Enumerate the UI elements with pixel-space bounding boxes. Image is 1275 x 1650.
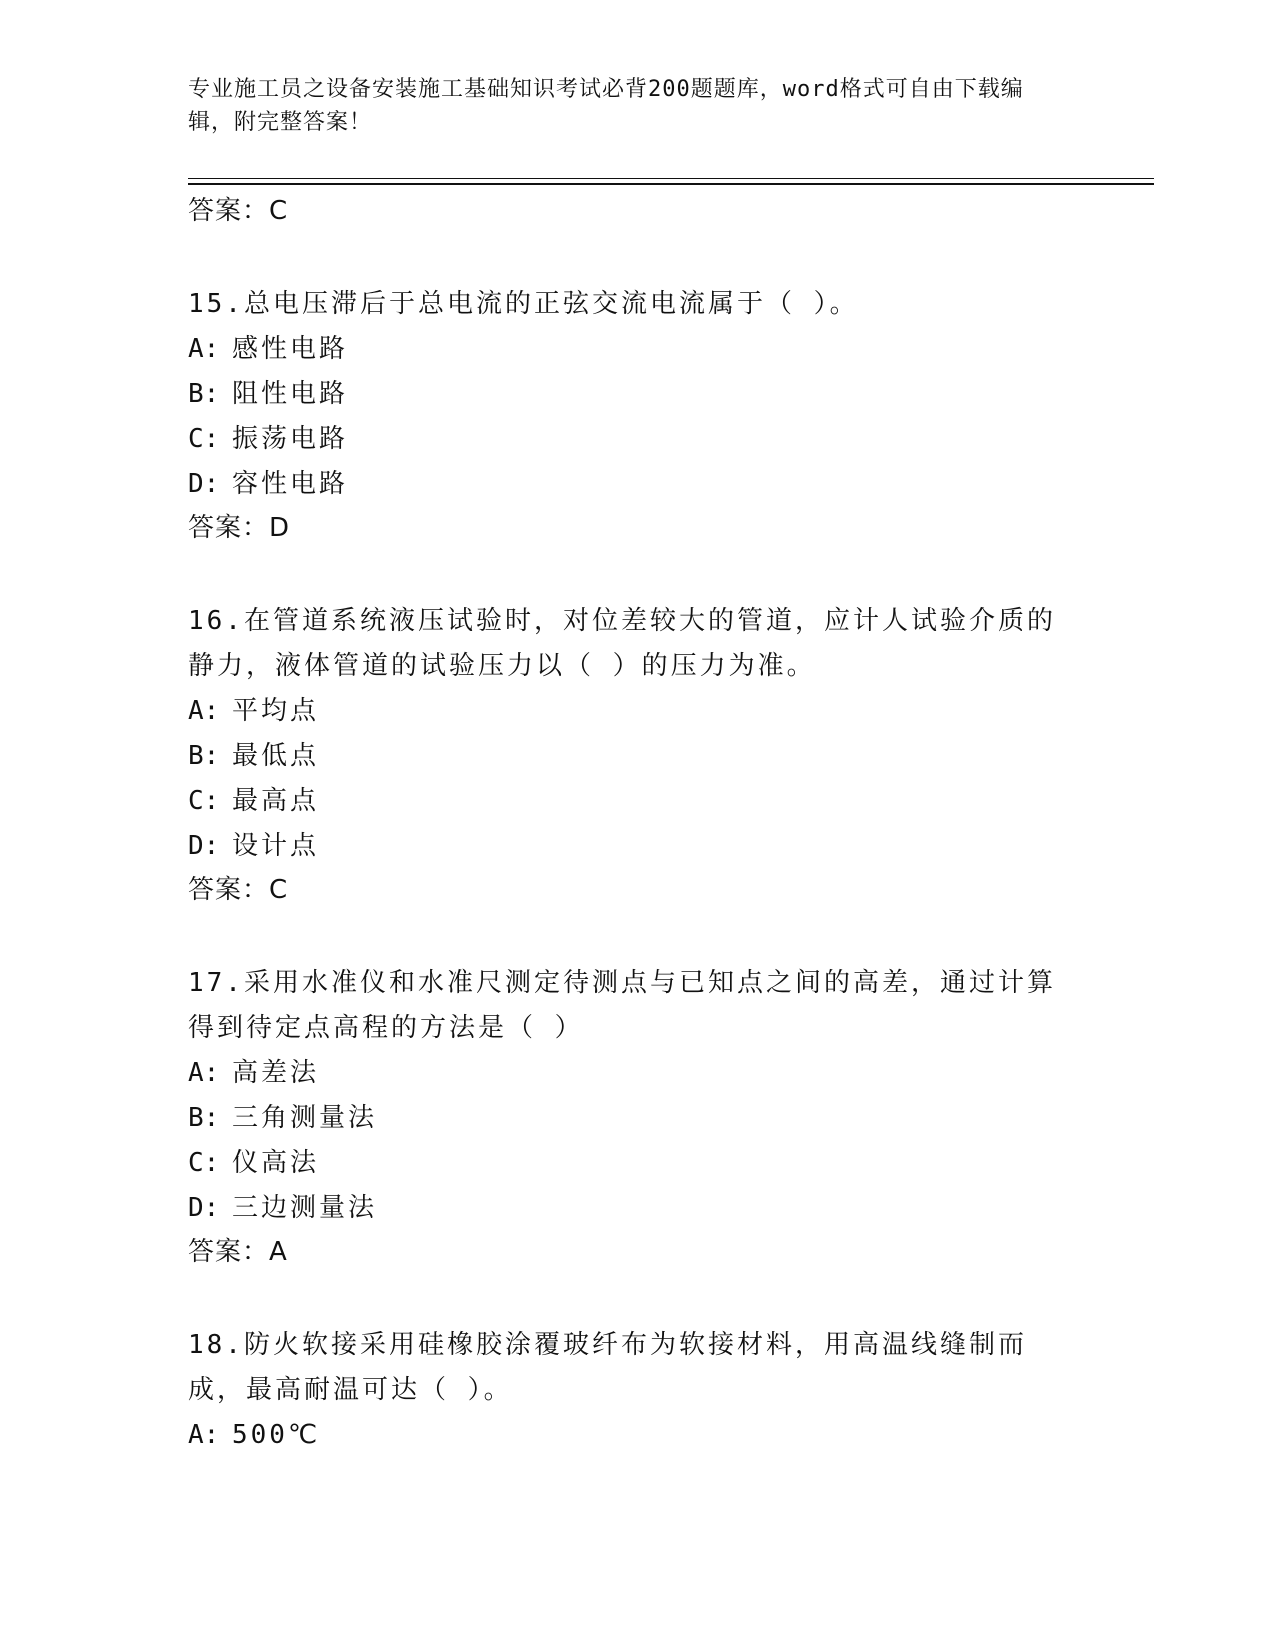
- option-text: 高差法: [232, 1058, 320, 1088]
- option-text: 最低点: [232, 741, 320, 771]
- document-header: 专业施工员之设备安装施工基础知识考试必背200题题库，word格式可自由下载编辑，附完整答案！: [188, 77, 1024, 135]
- option-text: 平均点: [232, 696, 320, 726]
- answer-label: 答案：C: [188, 875, 289, 905]
- option-letter: C:: [188, 1148, 220, 1178]
- option-letter: C:: [188, 424, 220, 454]
- option-letter: D:: [188, 831, 220, 861]
- option-c: [188, 1141, 1088, 1186]
- spacer: [188, 232, 1088, 282]
- spacer: [188, 1273, 1088, 1323]
- header-divider-thick: [188, 183, 1154, 185]
- answer-label: 答案：D: [188, 513, 291, 543]
- option-b: [188, 1096, 1088, 1141]
- spacer: [188, 911, 1088, 961]
- option-letter: A:: [188, 1420, 220, 1450]
- option-d: [188, 1186, 1088, 1231]
- option-c: [188, 779, 1088, 824]
- option-text: 感性电路: [232, 334, 349, 364]
- question-list: [188, 190, 1088, 1458]
- option-text: 阻性电路: [232, 379, 349, 409]
- option-text: 振荡电路: [232, 424, 349, 454]
- option-b: [188, 734, 1088, 779]
- answer-label: 答案：A: [188, 1237, 288, 1267]
- question-block: [188, 599, 1088, 961]
- option-text: 容性电路: [232, 469, 349, 499]
- option-letter: D:: [188, 1193, 220, 1223]
- answer-label: 答案：C: [188, 196, 289, 226]
- question-text: 18.防火软接采用硅橡胶涂覆玻纤布为软接材料，用高温线缝制而成，最高耐温可达（ ）。: [188, 1330, 1027, 1405]
- option-text: 500℃: [232, 1420, 321, 1450]
- option-letter: B:: [188, 741, 220, 771]
- option-d: [188, 462, 1088, 507]
- spacer: [188, 549, 1088, 599]
- option-c: [188, 417, 1088, 462]
- question-text: 15.总电压滞后于总电流的正弦交流电流属于（ ）。: [188, 289, 859, 319]
- option-b: [188, 372, 1088, 417]
- question-block: [188, 961, 1088, 1323]
- option-text: 仪高法: [232, 1148, 320, 1178]
- option-letter: A:: [188, 696, 220, 726]
- option-letter: A:: [188, 1058, 220, 1088]
- question-block: [188, 282, 1088, 599]
- question-block: [188, 1323, 1088, 1458]
- option-d: [188, 824, 1088, 869]
- option-a: [188, 327, 1088, 372]
- option-letter: C:: [188, 786, 220, 816]
- option-letter: A:: [188, 334, 220, 364]
- option-a: [188, 689, 1088, 734]
- option-letter: B:: [188, 1103, 220, 1133]
- option-text: 三边测量法: [232, 1193, 378, 1223]
- option-a: [188, 1051, 1088, 1096]
- option-text: 最高点: [232, 786, 320, 816]
- option-letter: D:: [188, 469, 220, 499]
- option-a: [188, 1413, 1088, 1458]
- option-text: 三角测量法: [232, 1103, 378, 1133]
- question-text: 17.采用水准仪和水准尺测定待测点与已知点之间的高差，通过计算得到待定点高程的方法是（ ）: [188, 968, 1056, 1043]
- question-text: 16.在管道系统液压试验时，对位差较大的管道，应计人试验介质的静力，液体管道的试验压力以（ ）的压力为准。: [188, 606, 1056, 681]
- header-divider-thin: [188, 178, 1154, 179]
- option-text: 设计点: [232, 831, 320, 861]
- option-letter: B:: [188, 379, 220, 409]
